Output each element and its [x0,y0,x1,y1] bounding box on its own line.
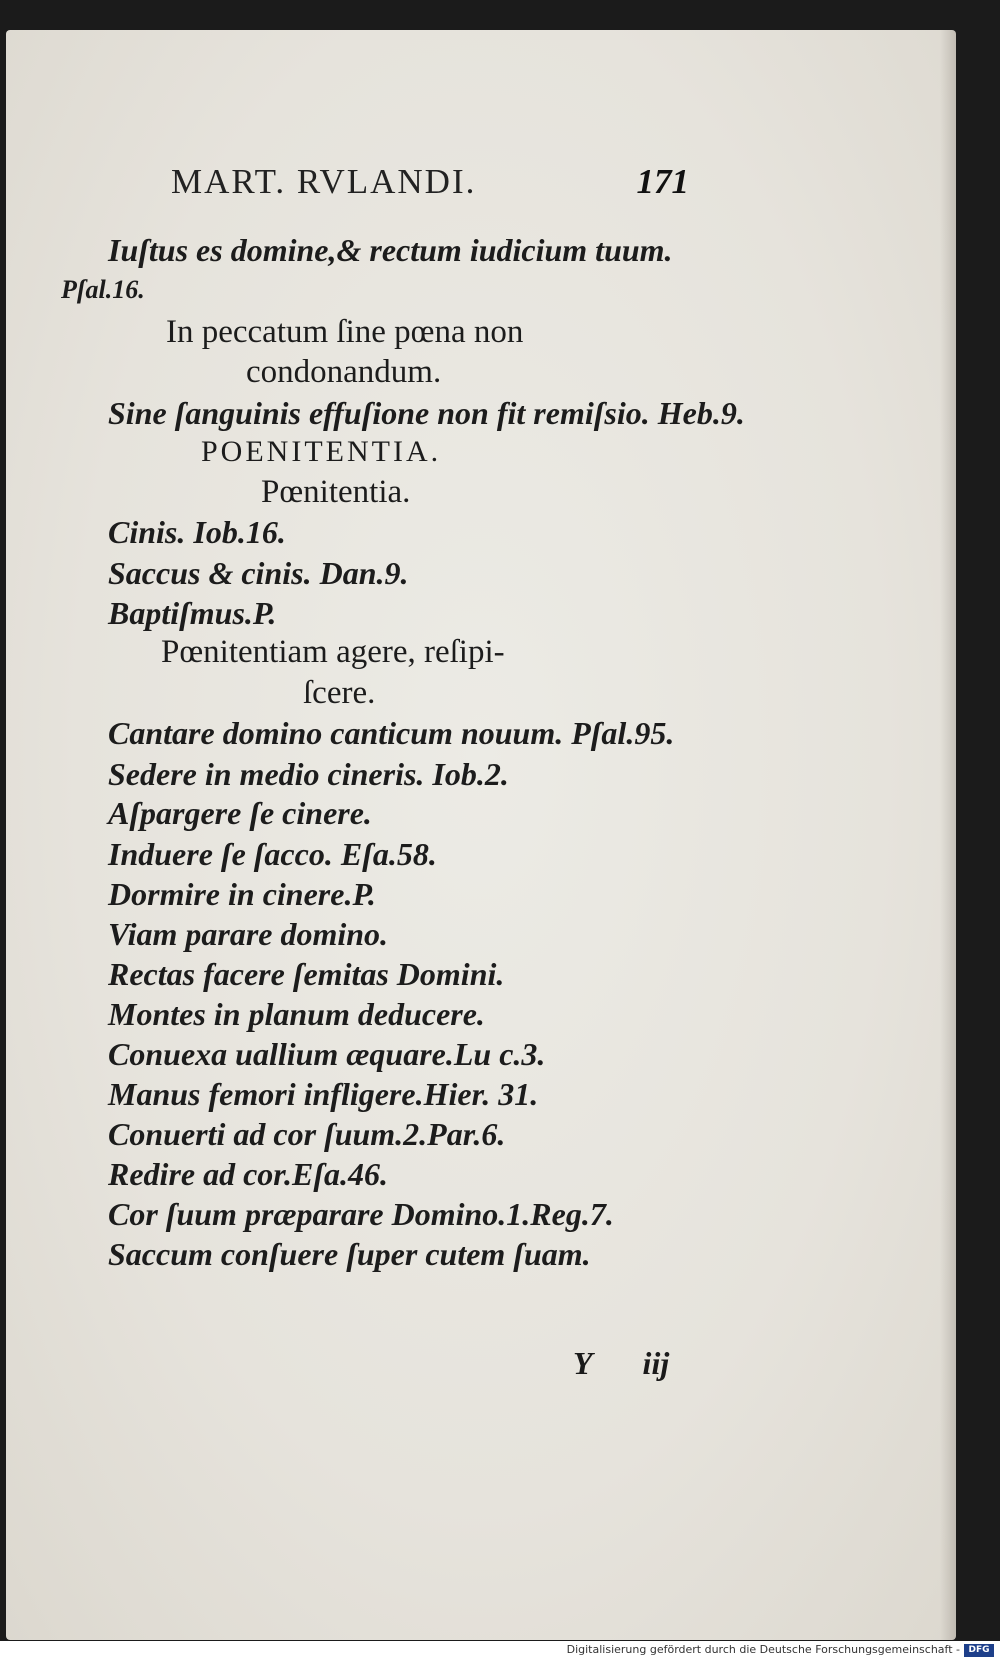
text-line: Pſal.16. [61,275,145,304]
text-line: Rectas facere ſemitas Domini. [108,956,505,992]
text-line: Redire ad cor.Eſa.46. [108,1156,388,1192]
running-title: MART. RVLANDI. [171,162,477,201]
book-page [6,30,956,1640]
text-line: Cinis. Iob.16. [108,514,286,550]
section-heading: Pœnitentia. [261,474,411,510]
text-line: Cantare domino canticum nouum. Pſal.95. [108,715,675,751]
page-header [171,162,691,212]
section-heading: condonandum. [246,354,442,390]
text-line: Baptiſmus.P. [108,595,277,631]
text-line: Saccus & cinis. Dan.9. [108,555,409,591]
text-line: Dormire in cinere.P. [108,876,376,912]
section-heading: In peccatum ſine pœna non [166,314,524,350]
text-line: Manus femori infligere.Hier. 31. [108,1076,539,1112]
section-heading: Pœnitentiam agere, reſipi- [161,634,505,670]
signature-letter: Y [573,1345,593,1381]
text-line: Cor ſuum præparare Domino.1.Reg.7. [108,1196,614,1232]
text-line: Viam parare domino. [108,916,389,952]
text-line: Induere ſe ſacco. Eſa.58. [108,836,437,872]
text-line: Conuerti ad cor ſuum.2.Par.6. [108,1116,506,1152]
text-line: Sedere in medio cineris. Iob.2. [108,756,509,792]
page-edge-shadow [940,30,956,1640]
text-line: Montes in planum deducere. [108,996,485,1032]
page-number: 171 [636,162,689,201]
credit-bar [0,1641,1000,1661]
signature-mark [573,1345,669,1382]
signature-number: iij [642,1345,670,1381]
text-line: Sine ſanguinis effuſione non fit remiſsio. Heb.9. [108,395,745,431]
text-line: Saccum conſuere ſuper cutem ſuam. [108,1236,591,1272]
text-line: Conuexa uallium æquare.Lu c.3. [108,1036,546,1072]
chapter-heading: POENITENTIA. [201,435,442,468]
dfg-logo-icon: DFG [964,1644,994,1657]
funding-credit: Digitalisierung gefördert durch die Deutsche Forschungsgemeinschaft - [566,1643,960,1656]
section-heading: ſcere. [303,675,376,711]
text-line: Iuſtus es domine,& rectum iudicium tuum. [108,232,673,268]
text-line: Aſpargere ſe cinere. [108,795,372,831]
